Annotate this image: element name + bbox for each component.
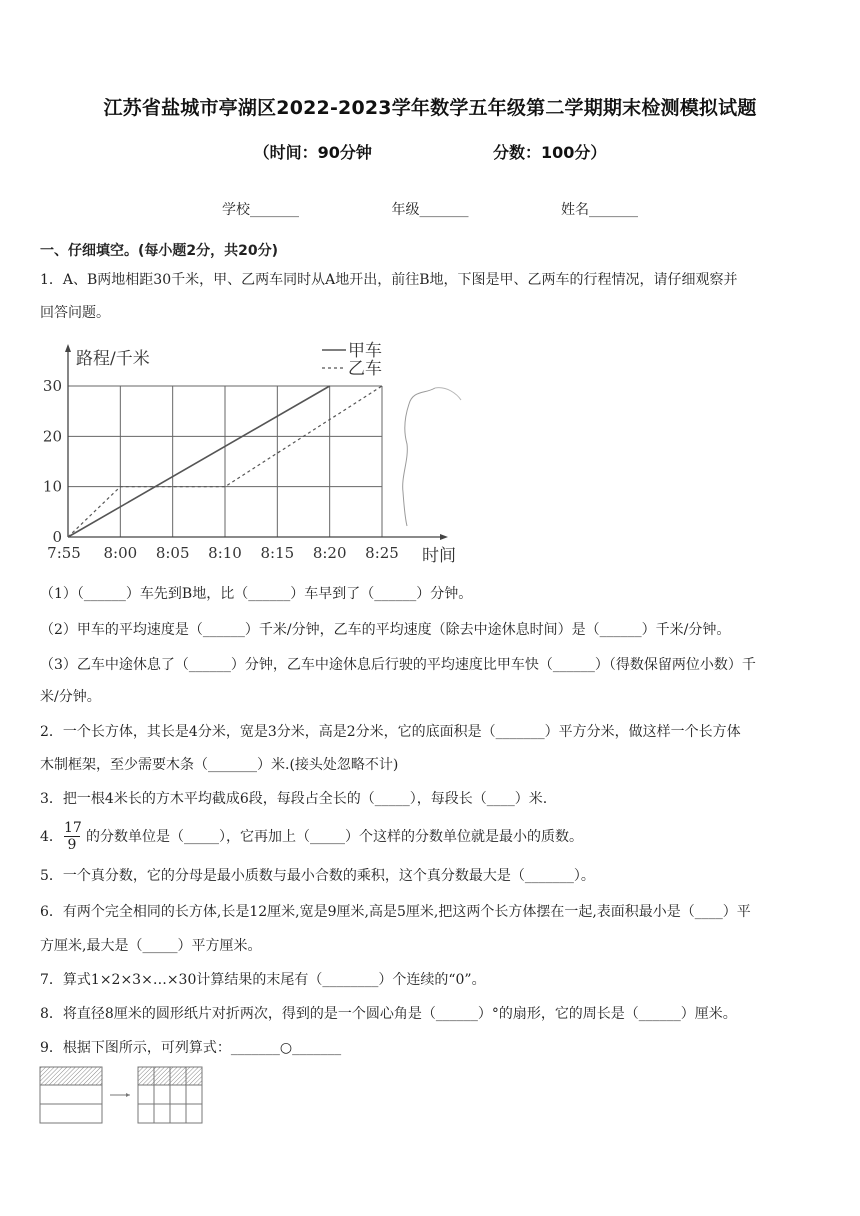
- time-limit: （时间：90分钟: [253, 143, 372, 162]
- y-tick-label: 30: [42, 377, 62, 395]
- name-field: 姓名_______: [560, 202, 638, 218]
- total-score: 分数：100分）: [493, 143, 607, 162]
- legend-label-1: 甲车: [348, 341, 382, 361]
- y-tick-label: 0: [52, 528, 62, 546]
- q1-text-line2: 回答问题。: [40, 305, 110, 321]
- q1-sub3-line2: 米/分钟。: [40, 689, 101, 705]
- q1-sub2: （2）甲车的平均速度是（______）千米/分钟，乙车的平均速度（除去中途休息时间）是（______）千米/分钟。: [40, 622, 731, 638]
- q1-sub1: （1）（______）车先到B地，比（______）车早到了（______）分钟。: [40, 586, 473, 602]
- q8-text: 8．将直径8厘米的圆形纸片对折两次，得到的是一个圆心角是（______）°的扇形，它的周长是（______）厘米。: [40, 1006, 737, 1022]
- x-tick-label: 8:15: [260, 544, 295, 562]
- exam-subtitle: [0, 140, 860, 163]
- grade-field: 年级_______: [391, 202, 469, 218]
- chart-axes: [65, 344, 448, 540]
- x-tick-label: 8:25: [365, 544, 399, 562]
- q4-fraction: [64, 820, 80, 853]
- x-tick-label: 8:10: [208, 544, 242, 562]
- x-tick-label: 8:00: [103, 544, 138, 562]
- q6-text-line1: 6．有两个完全相同的长方体,长是12厘米,宽是9厘米,高是5厘米,把这两个长方体摆在一起,表面积最小是（____）平: [40, 904, 751, 920]
- q4-fraction-denominator: 9: [67, 837, 77, 853]
- school-field: 学校_______: [222, 202, 300, 218]
- student-info-row: [0, 199, 860, 219]
- q9-fraction-figure: [38, 1066, 208, 1126]
- series-line-1: [68, 386, 330, 537]
- q4-fraction-numerator: 17: [64, 820, 82, 836]
- scan-mark: [395, 380, 465, 530]
- legend-label-2: 乙车: [348, 359, 382, 379]
- x-tick-label: 7:55: [47, 544, 81, 562]
- y-axis-label: 路程/千米: [76, 349, 150, 369]
- y-tick-label: 10: [42, 477, 62, 496]
- x-tick-label: 8:20: [312, 544, 347, 562]
- q4-text: 的分数单位是（_____），它再加上（_____）个这样的分数单位就是最小的质数。: [86, 829, 583, 845]
- y-tick-label: 20: [42, 427, 62, 446]
- q6-text-line2: 方厘米,最大是（_____）平方厘米。: [40, 938, 262, 954]
- y-axis-arrow-icon: [65, 344, 71, 352]
- q9-text: 9．根据下图所示，可列算式：_______○_______: [40, 1040, 342, 1056]
- q9-right-grid: [138, 1067, 202, 1123]
- q2-text-line2: 木制框架，至少需要木条（_______）米.(接头处忽略不计): [40, 757, 399, 773]
- exam-title: 江苏省盐城市亭湖区2022-2023学年数学五年级第二学期期末检测模拟试题: [103, 97, 757, 119]
- q9-left-rectangle: [40, 1067, 102, 1123]
- q1-text-line1: 1．A、B两地相距30千米，甲、乙两车同时从A地开出，前往B地，下图是甲、乙两车的行程情况，请仔细观察并: [40, 272, 738, 288]
- x-tick-label: 8:05: [155, 544, 190, 562]
- section-heading: 一、仔细填空。(每小题2分，共20分): [40, 243, 279, 259]
- q2-text-line1: 2．一个长方体，其长是4分米，宽是3分米，高是2分米，它的底面积是（_______）平方分米，做这样一个长方体: [40, 724, 741, 740]
- x-axis-arrow-icon: [440, 534, 448, 540]
- q1-sub3-line1: （3）乙车中途休息了（______）分钟，乙车中途休息后行驶的平均速度比甲车快（______）（得数保留两位小数）千: [40, 657, 756, 673]
- chart-legend: [322, 341, 382, 379]
- chart-grid: [68, 386, 382, 537]
- q4-prefix: 4．: [40, 829, 63, 845]
- q7-text: 7．算式1×2×3×…×30计算结果的末尾有（________）个连续的“0”。: [40, 972, 486, 988]
- x-axis-label: 时间: [422, 546, 456, 566]
- arrow-icon: [110, 1093, 130, 1097]
- q5-text: 5．一个真分数，它的分母是最小质数与最小合数的乘积，这个真分数最大是（_______）。: [40, 868, 595, 884]
- q3-text: 3．把一根4米长的方木平均截成6段，每段占全长的（_____），每段长（____）米.: [40, 791, 548, 807]
